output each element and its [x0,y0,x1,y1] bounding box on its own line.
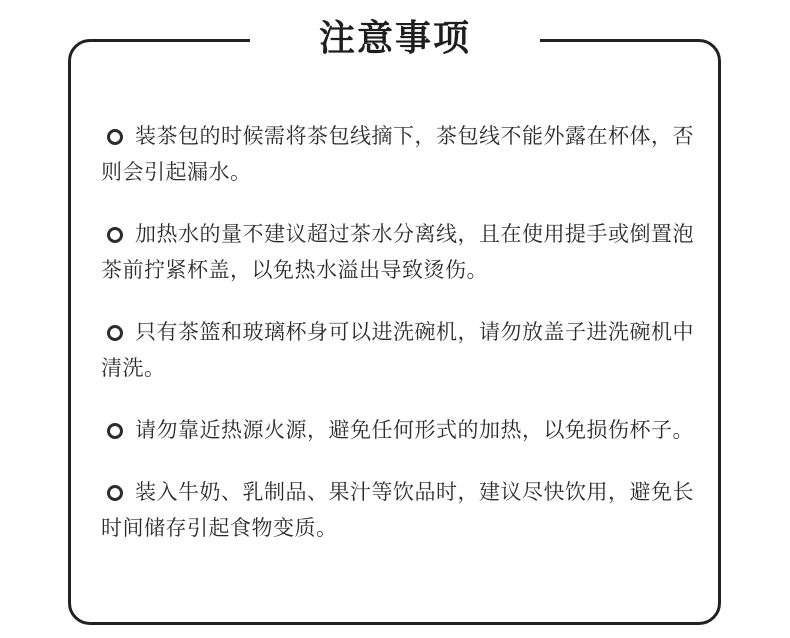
notice-item [101,118,701,190]
notice-item [101,412,701,448]
notice-list [101,118,701,546]
notice-item-text: 装入牛奶、乳制品、果汁等饮品时，建议尽快饮用，避免长时间储存引起食物变质。 [101,480,694,540]
ring-bullet-icon [107,129,123,145]
page-title: 注意事项 [318,18,471,59]
notice-item [101,474,701,546]
ring-bullet-icon [107,227,123,243]
notice-item-text: 请勿靠近热源火源，避免任何形式的加热，以免损伤杯子。 [135,418,694,442]
notice-item-text: 加热水的量不建议超过茶水分离线，且在使用提手或倒置泡茶前拧紧杯盖，以免热水溢出导致烫伤。 [101,222,694,282]
notice-item [101,314,701,386]
notice-item-text: 装茶包的时候需将茶包线摘下，茶包线不能外露在杯体，否则会引起漏水。 [101,124,694,184]
ring-bullet-icon [107,423,123,439]
title-area [250,10,540,68]
notice-item-text: 只有茶篮和玻璃杯身可以进洗碗机，请勿放盖子进洗碗机中清洗。 [101,320,694,380]
ring-bullet-icon [107,485,123,501]
notice-item [101,216,701,288]
ring-bullet-icon [107,325,123,341]
